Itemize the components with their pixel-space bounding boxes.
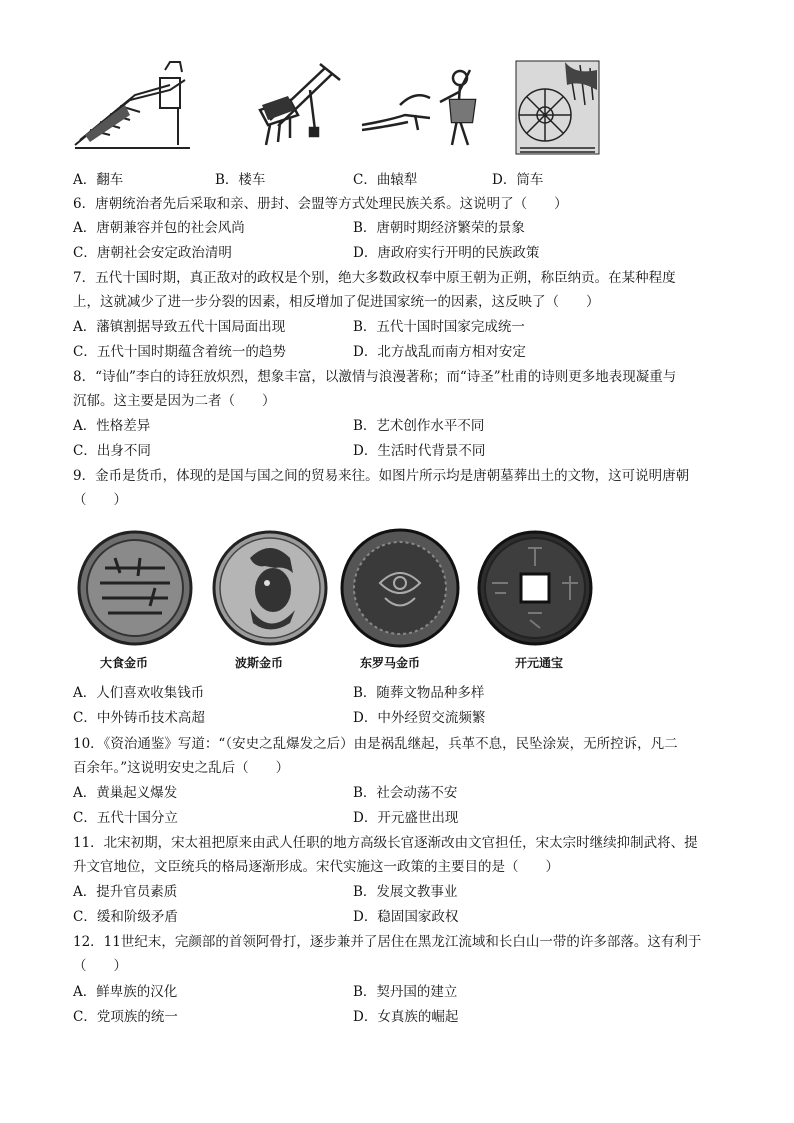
q7-stem-line-1: 7．五代十国时期，真正敌对的政权是个别，绝大多数政权奉中原王朝为正朔，称臣纳贡。在某种程度 [73,270,676,286]
q6-option-c[interactable]: C．唐朝社会安定政治清明 [73,245,232,261]
q9-option-d[interactable]: D．中外经贸交流频繁 [353,710,486,726]
quyuanli-image [360,60,485,155]
q8-stem-line-1: 8．“诗仙”李白的诗狂放炽烈，想象丰富，以激情与浪漫著称；而“诗圣”杜甫的诗则更多地表现凝重与 [73,369,677,385]
q11-option-d[interactable]: D．稳固国家政权 [353,909,459,925]
q10-option-c[interactable]: C．五代十国分立 [73,810,178,826]
tongche-image [515,60,600,155]
fanche-image [70,60,195,155]
q11-option-b[interactable]: B．发展文教事业 [353,884,458,900]
coin-label-dongluoma: 东罗马金币 [360,656,421,670]
q12-option-a[interactable]: A．鲜卑族的汉化 [73,984,178,1000]
q10-stem-line-1: 10．《资治通鉴》写道：“（安史之乱爆发之后）由是祸乱继起，兵革不息，民坠涂炭，无所控诉，凡二 [73,736,678,752]
bosi-coin-image [205,528,335,653]
louche-image [250,60,345,155]
q8-stem-line-2: 沉郁。这主要是因为二者（ ） [73,393,276,409]
tool-images [70,60,610,155]
q8-option-c[interactable]: C．出身不同 [73,443,151,459]
q6-option-d[interactable]: D．唐政府实行开明的民族政策 [353,245,540,261]
q8-option-a[interactable]: A．性格差异 [73,418,151,434]
q10-option-a[interactable]: A．黄巢起义爆发 [73,785,178,801]
q5-option-a[interactable]: A．翻车 [73,172,124,188]
q7-option-b[interactable]: B．五代十国时国家完成统一 [353,319,525,335]
q9-stem-line-1: 9．金币是货币，体现的是国与国之间的贸易来往。如图片所示均是唐朝墓葬出土的文物，这可说明唐朝 [73,468,690,484]
q5-option-c[interactable]: C．曲辕犁 [353,172,418,188]
dongluoma-coin-image [335,528,465,653]
q12-stem-line-1: 12．11世纪末，完颜部的首领阿骨打，逐步兼并了居住在黑龙江流域和长白山一带的许多部落。这有利于 [73,934,702,950]
q11-option-c[interactable]: C．缓和阶级矛盾 [73,909,178,925]
q11-option-a[interactable]: A．提升官员素质 [73,884,178,900]
q9-option-c[interactable]: C．中外铸币技术高超 [73,710,205,726]
q7-option-c[interactable]: C．五代十国时期蕴含着统一的趋势 [73,344,286,360]
q10-stem-line-2: 百余年。”这说明安史之乱后（ ） [73,760,290,776]
q12-stem-line-2: （ ） [73,958,127,974]
q10-option-d[interactable]: D．开元盛世出现 [353,810,459,826]
q9-option-a[interactable]: A．人们喜欢收集钱币 [73,685,205,701]
q11-stem-line-1: 11．北宋初期，宋太祖把原来由武人任职的地方高级长官逐渐改由文官担任，宋太宗时继续抑制武将、提 [73,835,698,851]
q12-option-d[interactable]: D．女真族的崛起 [353,1009,459,1025]
q7-option-d[interactable]: D．北方战乱而南方相对安定 [353,344,526,360]
q5-option-b[interactable]: B．楼车 [215,172,266,188]
q9-stem-line-2: （ ） [73,492,127,508]
q6-option-a[interactable]: A．唐朝兼容并包的社会风尚 [73,220,245,236]
q12-option-b[interactable]: B．契丹国的建立 [353,984,458,1000]
dashi-coin-image [70,528,200,653]
q6-stem: 6．唐朝统治者先后采取和亲、册封、会盟等方式处理民族关系。这说明了（ ） [73,196,568,212]
q5-option-d[interactable]: D．筒车 [492,172,544,188]
coin-label-bosi: 波斯金币 [235,656,284,670]
q8-option-d[interactable]: D．生活时代背景不同 [353,443,486,459]
q7-option-a[interactable]: A．藩镇割据导致五代十国局面出现 [73,319,286,335]
coin-images [70,528,630,678]
coin-label-dashi: 大食金币 [100,656,149,670]
q8-option-b[interactable]: B．艺术创作水平不同 [353,418,485,434]
q12-option-c[interactable]: C．党项族的统一 [73,1009,178,1025]
q9-option-b[interactable]: B．随葬文物品种多样 [353,685,485,701]
kaiyuantongbao-coin-image [470,528,600,653]
q10-option-b[interactable]: B．社会动荡不安 [353,785,458,801]
q11-stem-line-2: 升文官地位，文臣统兵的格局逐渐形成。宋代实施这一政策的主要目的是（ ） [73,859,559,875]
q6-option-b[interactable]: B．唐朝时期经济繁荣的景象 [353,220,525,236]
q7-stem-line-2: 上，这就减少了进一步分裂的因素，相反增加了促进国家统一的因素，这反映了（ ） [73,294,600,310]
coin-label-kaiyuantongbao: 开元通宝 [515,656,564,670]
